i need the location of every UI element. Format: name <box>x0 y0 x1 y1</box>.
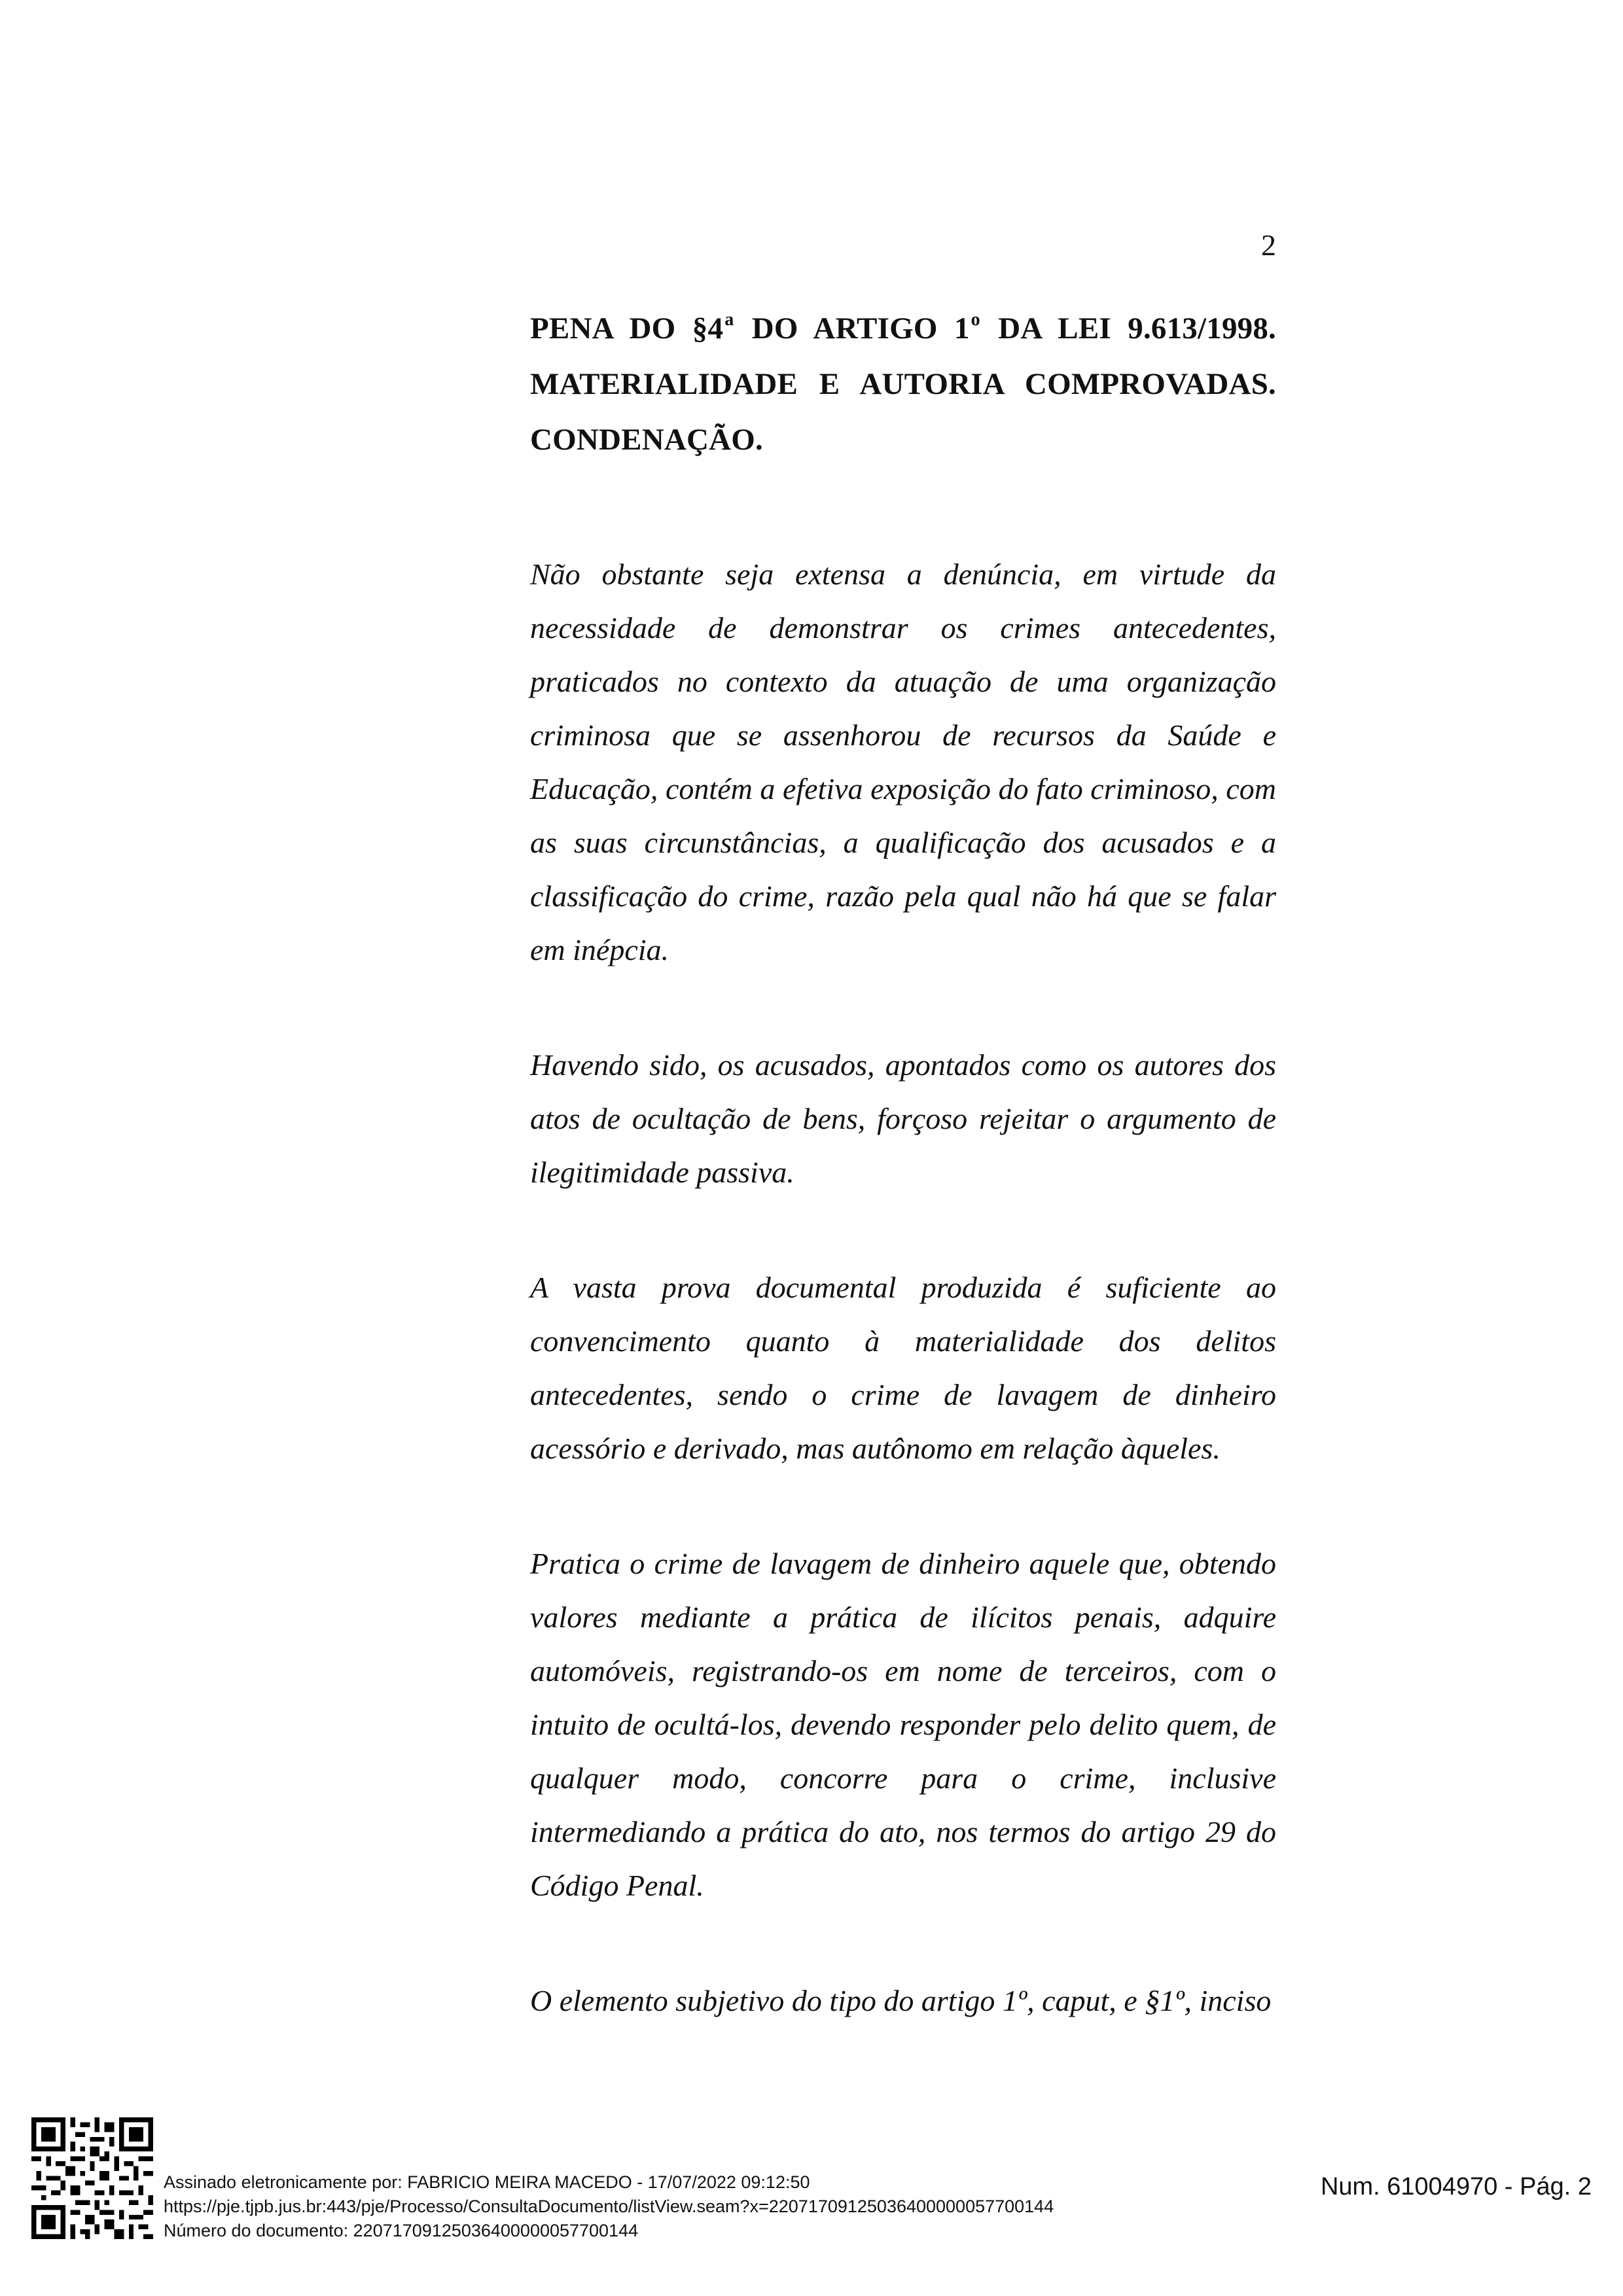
heading-line-1-mid: DO ARTIGO 1 <box>735 311 970 345</box>
paragraph-3: A vasta prova documental produzida é suficiente ao convencimento quanto à materialidade dos delitos antecedentes, sendo o crime de lavagem de dinheiro acessório e derivado, mas autônomo em relação àqueles. <box>530 1271 1276 1465</box>
signed-by-line: Assinado eletronicamente por: FABRICIO MEIRA MACEDO - 17/07/2022 09:12:50 <box>164 2172 810 2192</box>
heading-line-3: CONDENAÇÃO. <box>530 423 764 457</box>
heading-line-1 <box>530 301 1276 357</box>
num-page-label: Num. 61004970 - Pág. 2 <box>1320 2173 1592 2200</box>
heading-line-1-pre: PENA DO §4 <box>530 311 724 345</box>
heading-line-2: MATERIALIDADE E AUTORIA COMPROVADAS. <box>530 367 1276 401</box>
page-number: 2 <box>1261 228 1276 262</box>
heading-superscript-o: o <box>971 309 980 330</box>
document-url[interactable]: https://pje.tjpb.jus.br:443/pje/Processo/ConsultaDocumento/listView.seam?x=22071709125036400000057700144 <box>164 2197 1054 2216</box>
paragraph-2: Havendo sido, os acusados, apontados como os autores dos atos de ocultação de bens, forçoso rejeitar o argumento de ilegitimidade passiva. <box>530 1048 1276 1189</box>
document-body <box>530 301 1276 2028</box>
heading-line-1-post: DA LEI 9.613/1998. <box>981 311 1276 345</box>
signature-details <box>164 2170 1054 2243</box>
paragraph-4: Pratica o crime de lavagem de dinheiro aquele que, obtendo valores mediante a prática de ilícitos penais, adquire automóveis, registrando-os em nome de terceiros, com o intuito de ocultá-los, devendo responder pelo delito quem, de qualquer modo, concorre para o crime, inclusive intermediando a prática do ato, nos termos do artigo 29 do Código Penal. <box>530 1547 1276 1902</box>
heading-superscript-a: a <box>724 309 734 330</box>
signature-footer <box>0 2113 1623 2296</box>
qr-code-icon <box>31 2117 153 2239</box>
paragraph-5: O elemento subjetivo do tipo do artigo 1º, caput, e §1º, inciso <box>530 1984 1272 2017</box>
document-number-line: Número do documento: 22071709125036400000057700144 <box>164 2221 639 2240</box>
paragraph-1: Não obstante seja extensa a denúncia, em virtude da necessidade de demonstrar os crimes antecedentes, praticados no contexto da atuação de uma organização criminosa que se assenhorou de recursos da Saúde e Educação, contém a efetiva exposição do fato criminoso, com as suas circunstâncias, a qualificação dos acusados e a classificação do crime, razão pela qual não há que se falar em inépcia. <box>530 557 1276 966</box>
